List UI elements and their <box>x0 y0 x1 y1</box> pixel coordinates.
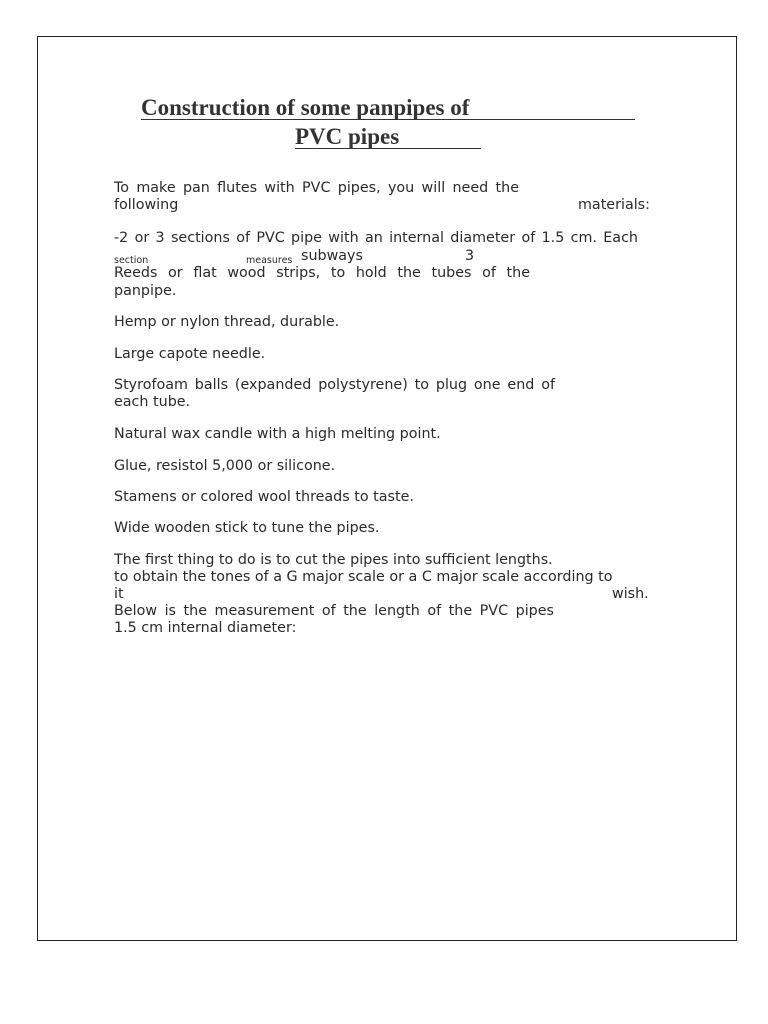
final-line-2: to obtain the tones of a G major scale or a C major scale according to <box>114 569 613 585</box>
list-item-styrofoam-line-2: each tube. <box>114 394 191 410</box>
item-1-subways: subways <box>301 248 363 264</box>
title-line-1: Construction of some panpipes of <box>141 95 470 120</box>
title-underline-1 <box>141 119 635 120</box>
title-line-2: PVC pipes <box>295 124 400 149</box>
list-item-stick: Wide wooden stick to tune the pipes. <box>114 520 380 536</box>
final-line-3-left: it <box>114 586 124 602</box>
item-1-line-3: Reeds or flat wood strips, to hold the tubes of the <box>114 265 530 281</box>
item-1-small-measures: measures <box>246 255 293 266</box>
final-line-5: 1.5 cm internal diameter: <box>114 620 297 636</box>
item-1-line-1: -2 or 3 sections of PVC pipe with an internal diameter of 1.5 cm. Each <box>114 230 638 246</box>
list-item-styrofoam-line-1: Styrofoam balls (expanded polystyrene) to plug one end of <box>114 377 555 393</box>
item-1-small-section: section <box>114 255 149 266</box>
item-1-three: 3 <box>465 248 475 264</box>
final-line-3-right: wish. <box>612 586 649 602</box>
title-underline-2 <box>295 148 481 149</box>
list-item-needle: Large capote needle. <box>114 346 266 362</box>
final-line-4: Below is the measurement of the length of the PVC pipes <box>114 603 554 619</box>
item-1-line-4: panpipe. <box>114 283 177 299</box>
list-item-stamens: Stamens or colored wool threads to taste. <box>114 489 414 505</box>
list-item-hemp: Hemp or nylon thread, durable. <box>114 314 340 330</box>
final-line-1: The first thing to do is to cut the pipes into sufficient lengths. <box>114 552 553 568</box>
intro-line-1: To make pan flutes with PVC pipes, you will need the <box>114 180 519 196</box>
intro-line-2-right: materials: <box>578 197 650 213</box>
intro-line-2-left: following <box>114 197 179 213</box>
list-item-candle: Natural wax candle with a high melting point. <box>114 426 441 442</box>
list-item-glue: Glue, resistol 5,000 or silicone. <box>114 458 336 474</box>
